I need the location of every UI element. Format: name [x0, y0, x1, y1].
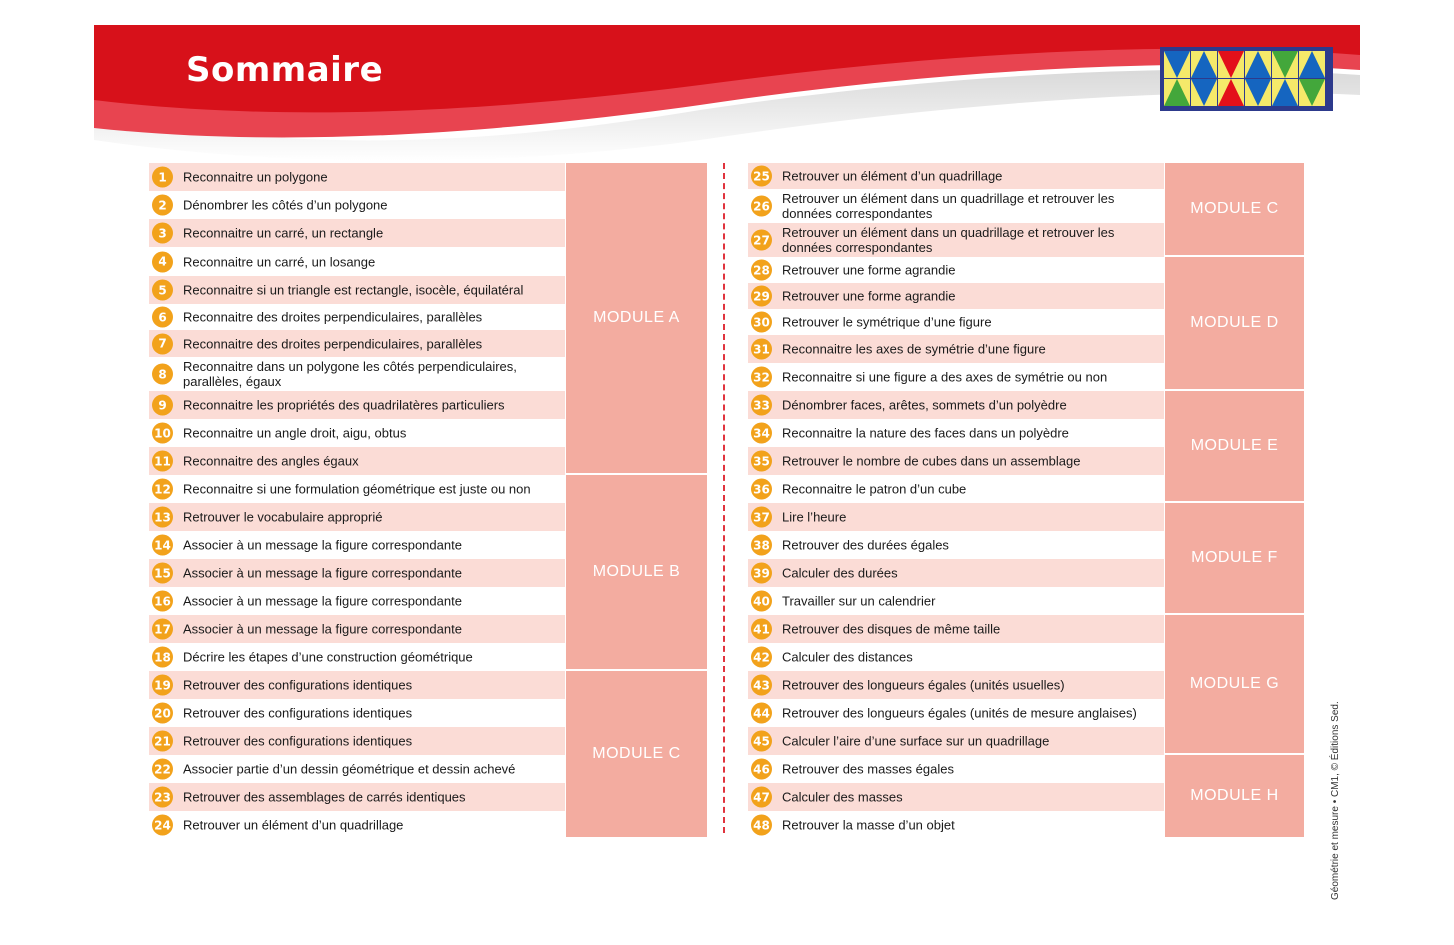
item-label: Retrouver un élément dans un quadrillage et retrouver les données correspondantes	[782, 225, 1115, 255]
item-number-badge: 13	[152, 507, 173, 528]
item-number-badge: 11	[152, 451, 173, 472]
list-item	[748, 811, 1164, 839]
module-label: MODULE C	[566, 671, 707, 839]
item-label: Reconnaitre un angle droit, aigu, obtus	[183, 425, 407, 441]
item-label: Calculer des durées	[782, 565, 898, 581]
item-label: Reconnaitre dans un polygone les côtés perpendiculaires, parallèles, égaux	[183, 359, 517, 389]
item-number-badge: 16	[152, 591, 173, 612]
item-number-badge: 22	[152, 759, 173, 780]
module-label: MODULE F	[1165, 503, 1304, 615]
list-item	[748, 223, 1164, 257]
item-number-badge: 28	[751, 260, 772, 281]
item-number-badge: 43	[751, 675, 772, 696]
item-label: Retrouver une forme agrandie	[782, 262, 956, 278]
list-item	[149, 419, 565, 447]
item-label: Reconnaitre le patron d’un cube	[782, 481, 967, 497]
item-label: Reconnaitre si une formulation géométrique est juste ou non	[183, 481, 531, 497]
item-label: Retrouver des durées égales	[782, 537, 949, 553]
item-number-badge: 2	[152, 195, 173, 216]
item-label: Reconnaitre des droites perpendiculaires, parallèles	[183, 336, 483, 351]
list-item	[149, 783, 565, 811]
list-item	[748, 671, 1164, 699]
list-item	[149, 163, 565, 191]
item-number-badge: 17	[152, 619, 173, 640]
item-label: Associer partie d’un dessin géométrique et dessin achevé	[183, 761, 516, 777]
list-item	[748, 643, 1164, 671]
list-item	[748, 283, 1164, 309]
item-number-badge: 18	[152, 647, 173, 668]
item-number-badge: 1	[152, 167, 173, 188]
item-number-badge: 5	[152, 280, 173, 301]
item-label: Reconnaitre si un triangle est rectangle, isocèle, équilatéral	[183, 282, 524, 298]
module-label: MODULE E	[1165, 391, 1304, 503]
item-number-badge: 21	[152, 731, 173, 752]
list-item	[149, 304, 565, 330]
item-label: Retrouver une forme agrandie	[782, 288, 956, 304]
item-number-badge: 7	[152, 333, 173, 354]
item-number-badge: 46	[751, 759, 772, 780]
item-label: Retrouver des configurations identiques	[183, 677, 413, 693]
list-item	[149, 391, 565, 419]
item-number-badge: 44	[751, 703, 772, 724]
item-label: Retrouver un élément d’un quadrillage	[183, 817, 404, 833]
list-item	[149, 447, 565, 475]
module-label: MODULE H	[1165, 755, 1304, 839]
item-number-badge: 14	[152, 535, 173, 556]
item-label: Associer à un message la figure correspondante	[183, 621, 462, 637]
list-item	[149, 503, 565, 531]
list-item	[149, 699, 565, 727]
list-item	[149, 559, 565, 587]
item-label: Dénombrer les côtés d’un polygone	[183, 197, 388, 213]
item-label: Associer à un message la figure correspondante	[183, 537, 462, 553]
item-label: Calculer l’aire d’une surface sur un quadrillage	[782, 733, 1050, 749]
page-title: Sommaire	[186, 50, 384, 90]
list-item	[748, 559, 1164, 587]
column-divider	[723, 163, 725, 833]
list-item	[748, 391, 1164, 419]
list-item	[149, 357, 565, 391]
item-label: Reconnaitre un polygone	[183, 169, 328, 185]
module-label: MODULE D	[1165, 257, 1304, 391]
item-number-badge: 6	[152, 307, 173, 328]
module-label: MODULE C	[1165, 163, 1304, 257]
item-number-badge: 35	[751, 451, 772, 472]
item-number-badge: 23	[152, 787, 173, 808]
list-item	[748, 257, 1164, 283]
list-item	[149, 531, 565, 559]
list-item	[149, 276, 565, 304]
list-item	[748, 699, 1164, 727]
item-label: Lire l’heure	[782, 509, 847, 525]
item-label: Retrouver des disques de même taille	[782, 621, 1001, 637]
item-label: Retrouver le vocabulaire approprié	[183, 509, 383, 525]
list-item	[149, 247, 565, 276]
item-number-badge: 9	[152, 395, 173, 416]
list-item	[149, 671, 565, 699]
item-number-badge: 12	[152, 479, 173, 500]
item-number-badge: 47	[751, 787, 772, 808]
list-item	[149, 811, 565, 839]
list-item	[149, 330, 565, 357]
item-number-badge: 39	[751, 563, 772, 584]
item-number-badge: 27	[751, 230, 772, 251]
list-item	[748, 755, 1164, 783]
item-label: Retrouver la masse d’un objet	[782, 817, 955, 833]
list-item	[748, 189, 1164, 223]
item-number-badge: 24	[152, 815, 173, 836]
list-item	[149, 755, 565, 783]
list-item	[748, 335, 1164, 363]
list-item	[149, 191, 565, 219]
item-label: Retrouver un élément dans un quadrillage et retrouver les données correspondantes	[782, 191, 1115, 221]
item-label: Décrire les étapes d’une construction géométrique	[183, 649, 473, 665]
item-label: Reconnaitre un carré, un losange	[183, 254, 376, 269]
item-number-badge: 8	[152, 364, 173, 385]
item-label: Reconnaitre des angles égaux	[183, 453, 359, 469]
list-item	[748, 727, 1164, 755]
item-number-badge: 30	[751, 312, 772, 333]
item-label: Calculer des distances	[782, 649, 913, 665]
list-item	[748, 531, 1164, 559]
item-number-badge: 45	[751, 731, 772, 752]
item-number-badge: 4	[152, 251, 173, 272]
item-label: Retrouver des longueurs égales (unités de mesure anglaises)	[782, 705, 1137, 721]
item-number-badge: 42	[751, 647, 772, 668]
item-number-badge: 38	[751, 535, 772, 556]
module-label: MODULE A	[566, 163, 707, 475]
item-label: Retrouver des longueurs égales (unités usuelles)	[782, 677, 1065, 693]
item-label: Retrouver des assemblages de carrés identiques	[183, 789, 466, 805]
item-number-badge: 26	[751, 196, 772, 217]
item-label: Travailler sur un calendrier	[782, 593, 936, 609]
module-label: MODULE B	[566, 475, 707, 671]
item-label: Reconnaitre les propriétés des quadrilatères particuliers	[183, 397, 505, 413]
item-number-badge: 29	[751, 286, 772, 307]
list-item	[748, 587, 1164, 615]
list-item	[748, 475, 1164, 503]
list-item	[149, 587, 565, 615]
list-item	[149, 727, 565, 755]
list-item	[748, 503, 1164, 531]
item-number-badge: 10	[152, 423, 173, 444]
credit-line: Géométrie et mesure • CM1, © Éditions Sed.	[1330, 701, 1341, 900]
list-item	[748, 783, 1164, 811]
list-item	[748, 419, 1164, 447]
item-number-badge: 15	[152, 563, 173, 584]
item-label: Retrouver le symétrique d’une figure	[782, 314, 992, 330]
item-label: Reconnaitre un carré, un rectangle	[183, 225, 384, 241]
colored-triangles-logo	[1160, 47, 1333, 111]
item-number-badge: 32	[751, 367, 772, 388]
item-label: Associer à un message la figure correspondante	[183, 593, 462, 609]
item-label: Calculer des masses	[782, 789, 903, 805]
item-number-badge: 40	[751, 591, 772, 612]
item-label: Retrouver des configurations identiques	[183, 705, 413, 721]
item-label: Retrouver des masses égales	[782, 761, 954, 777]
item-label: Retrouver des configurations identiques	[183, 733, 413, 749]
list-item	[748, 363, 1164, 391]
item-label: Retrouver le nombre de cubes dans un assemblage	[782, 453, 1081, 469]
item-label: Reconnaitre si une figure a des axes de symétrie ou non	[782, 369, 1108, 385]
item-number-badge: 33	[751, 395, 772, 416]
item-number-badge: 25	[751, 166, 772, 187]
list-item	[748, 163, 1164, 189]
list-item	[149, 643, 565, 671]
item-number-badge: 31	[751, 339, 772, 360]
item-number-badge: 36	[751, 479, 772, 500]
item-number-badge: 41	[751, 619, 772, 640]
list-item	[149, 219, 565, 247]
item-number-badge: 34	[751, 423, 772, 444]
item-label: Reconnaitre les axes de symétrie d’une figure	[782, 341, 1046, 357]
module-label: MODULE G	[1165, 615, 1304, 755]
list-item	[748, 447, 1164, 475]
item-label: Reconnaitre des droites perpendiculaires, parallèles	[183, 309, 483, 325]
item-number-badge: 20	[152, 703, 173, 724]
item-label: Associer à un message la figure correspondante	[183, 565, 462, 581]
list-item	[149, 475, 565, 503]
item-label: Dénombrer faces, arêtes, sommets d’un polyèdre	[782, 397, 1067, 413]
list-item	[748, 615, 1164, 643]
item-label: Reconnaitre la nature des faces dans un polyèdre	[782, 425, 1069, 441]
item-number-badge: 37	[751, 507, 772, 528]
item-number-badge: 3	[152, 223, 173, 244]
item-number-badge: 48	[751, 815, 772, 836]
item-label: Retrouver un élément d’un quadrillage	[782, 168, 1003, 184]
list-item	[748, 309, 1164, 335]
list-item	[149, 615, 565, 643]
item-number-badge: 19	[152, 675, 173, 696]
